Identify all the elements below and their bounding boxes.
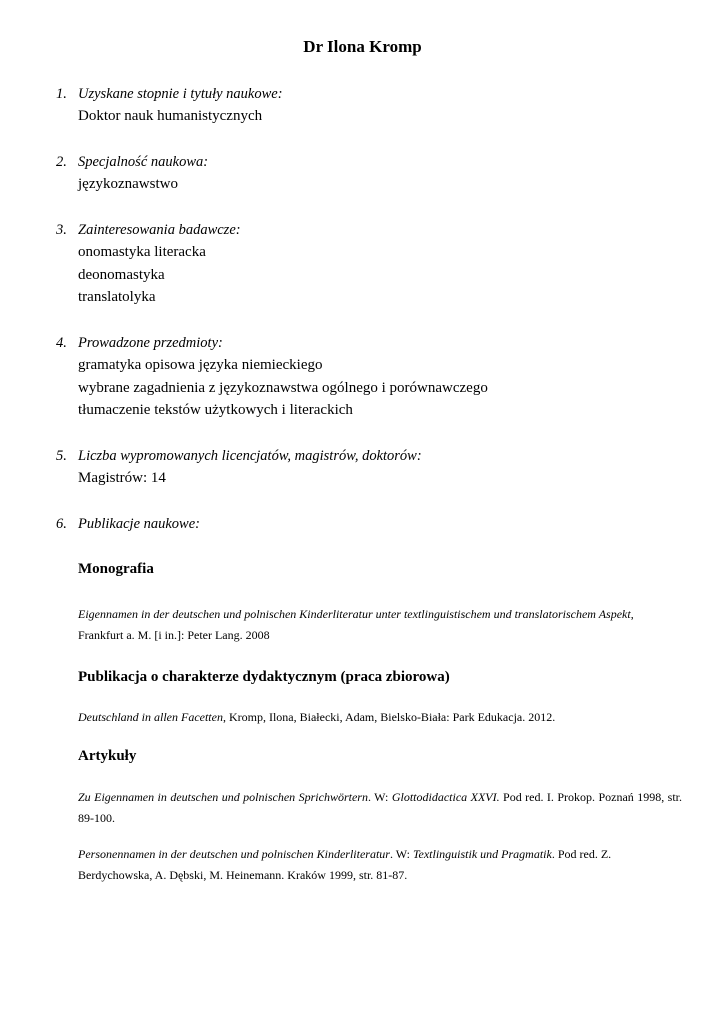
section-value: wybrane zagadnienia z językoznawstwa ogólnego i porównawczego <box>78 380 488 396</box>
section-label: Uzyskane stopnie i tytuły naukowe: <box>78 86 283 102</box>
section-value: gramatyka opisowa języka niemieckiego <box>78 357 323 373</box>
didactic-details: , Kromp, Ilona, Białecki, Adam, Bielsko-Biała: Park Edukacja. 2012. <box>222 710 556 724</box>
section-label: Publikacje naukowe: <box>78 516 200 532</box>
heading-didactic: Publikacja o charakterze dydaktycznym (praca zbiorowa) <box>78 669 450 685</box>
section-number: 2. <box>56 154 67 170</box>
article-title: Zu Eigennamen in deutschen und polnischen Sprichwörtern <box>78 790 368 804</box>
heading-articles: Artykuły <box>78 748 137 764</box>
section-number: 4. <box>56 335 67 351</box>
page-title: Dr Ilona Kromp <box>303 37 422 56</box>
section-value: Magistrów: 14 <box>78 470 166 486</box>
article-journal: Textlinguistik und Pragmatik <box>412 847 552 861</box>
section-number: 1. <box>56 86 67 102</box>
section-value: onomastyka literacka <box>78 244 206 260</box>
article-details: . Pod red. Z. Berdychowska, A. Dębski, M. Heinemann. Kraków 1999, str. 81-87. <box>78 847 612 882</box>
monograph-reference <box>78 604 682 646</box>
article-details: Pod red. I. Prokop. Poznań 1998, str. 89-100. <box>78 790 683 825</box>
monograph-details: Frankfurt a. M. [i in.]: Peter Lang. 2008 <box>78 628 270 642</box>
section-value: Doktor nauk humanistycznych <box>78 108 263 124</box>
section-value: tłumaczenie tekstów użytkowych i literackich <box>78 402 353 418</box>
section-label: Liczba wypromowanych licencjatów, magistrów, doktorów: <box>78 448 422 464</box>
article-title: Personennamen in der deutschen und polnischen Kinderliteratur <box>78 847 390 861</box>
article-separator: . W: <box>367 790 392 804</box>
article-reference <box>78 844 682 886</box>
monograph-separator: , <box>630 607 634 621</box>
section-number: 3. <box>56 222 67 238</box>
section-value: językoznawstwo <box>78 176 178 192</box>
article-journal: Glottodidactica XXVI. <box>391 790 500 804</box>
section-label: Zainteresowania badawcze: <box>78 222 241 238</box>
didactic-reference <box>78 707 682 728</box>
heading-monograph: Monografia <box>78 561 154 577</box>
section-number: 6. <box>56 516 67 532</box>
article-reference <box>78 787 682 829</box>
section-value: deonomastyka <box>78 267 165 283</box>
monograph-title: Eigennamen in der deutschen und polnischen Kinderliteratur unter textlinguistischem und translatorischem Aspekt <box>78 607 631 621</box>
section-label: Prowadzone przedmioty: <box>78 335 223 351</box>
section-label: Specjalność naukowa: <box>78 154 209 170</box>
section-number: 5. <box>56 448 67 464</box>
section-value: translatolyka <box>78 289 156 305</box>
article-separator: . W: <box>389 847 413 861</box>
didactic-title: Deutschland in allen Facetten <box>78 710 223 724</box>
